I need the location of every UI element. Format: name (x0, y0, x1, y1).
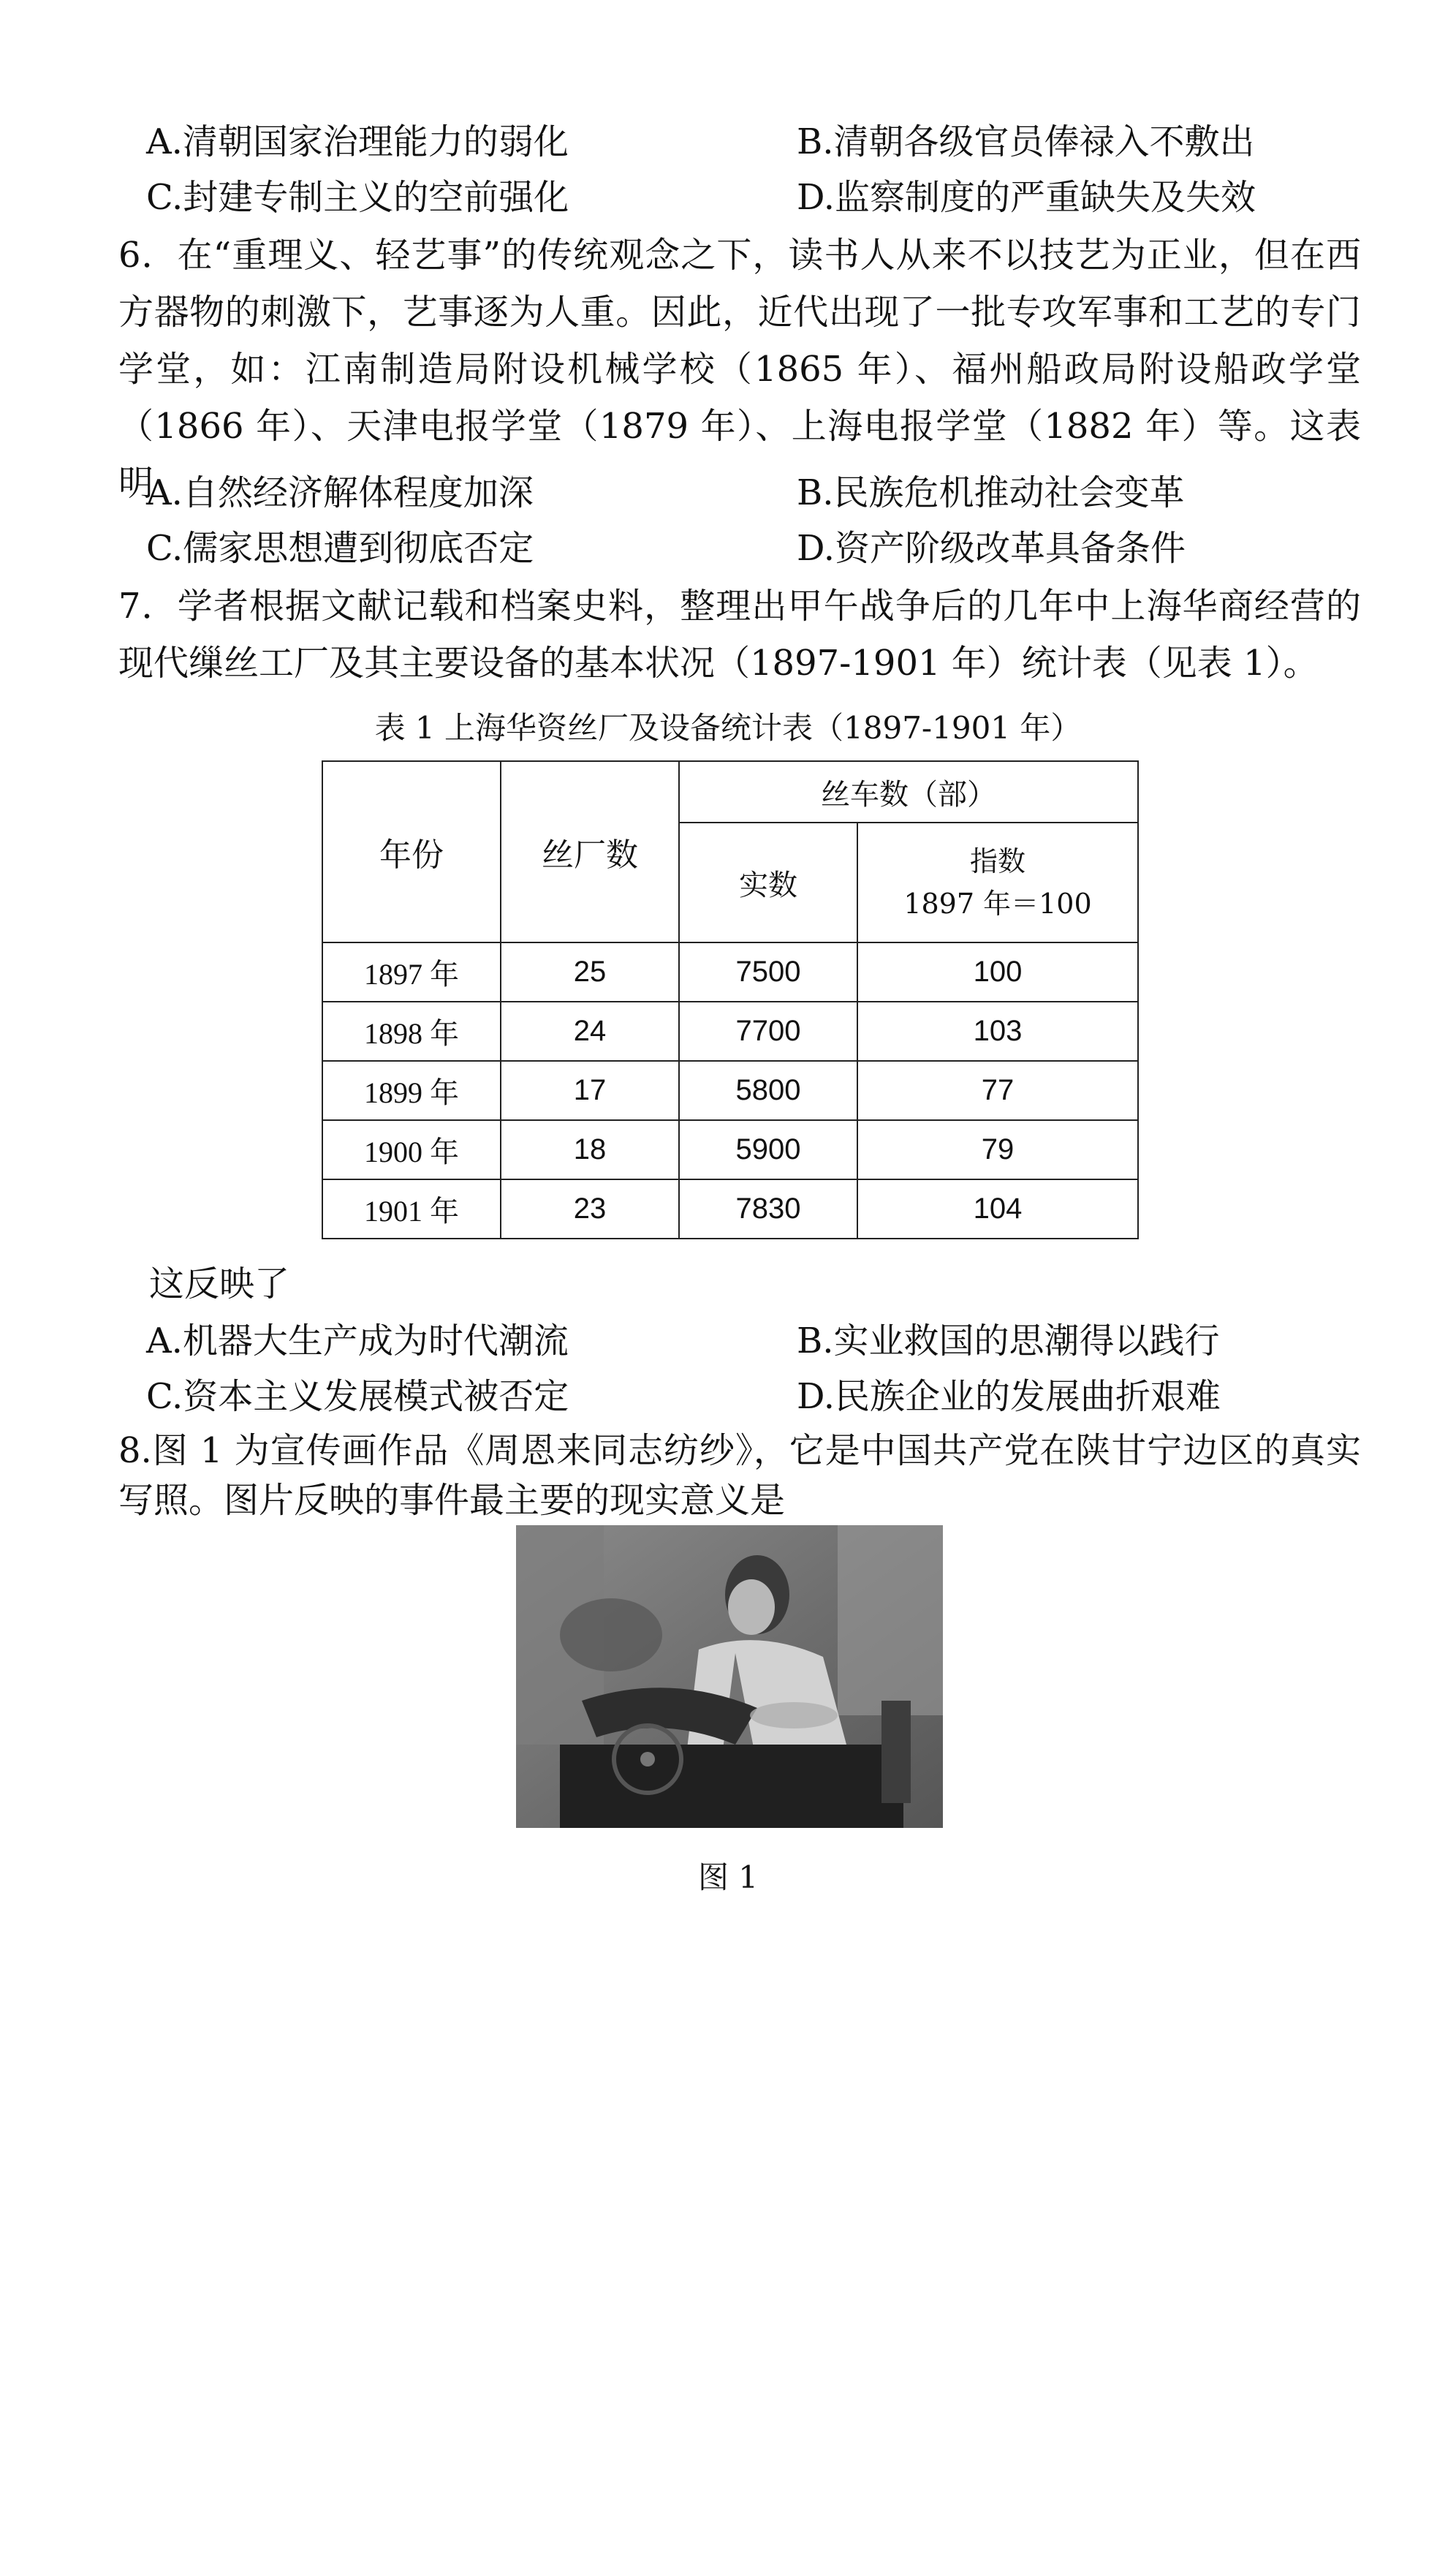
table-row (322, 942, 1138, 1002)
cell-factories: 23 (501, 1179, 679, 1239)
cell-year: 1901 年 (322, 1179, 501, 1239)
cell-actual: 5900 (679, 1120, 857, 1179)
q5-option-d: D.监察制度的严重缺失及失效 (797, 177, 1256, 218)
header-reels-group: 丝车数（部） (679, 761, 1138, 823)
q6-option-b: B.民族危机推动社会变革 (797, 472, 1185, 513)
cell-year: 1897 年 (322, 942, 501, 1002)
q7-option-a: A.机器大生产成为时代潮流 (146, 1320, 569, 1361)
cell-index: 100 (857, 942, 1138, 1002)
cell-factories: 24 (501, 1002, 679, 1061)
cell-year: 1900 年 (322, 1120, 501, 1179)
cell-index: 103 (857, 1002, 1138, 1061)
cell-index: 79 (857, 1120, 1138, 1179)
header-index-label: 指数 (969, 845, 1025, 877)
cell-actual: 7700 (679, 1002, 857, 1061)
cell-factories: 17 (501, 1061, 679, 1120)
q7-option-b: B.实业救国的思潮得以践行 (797, 1320, 1220, 1361)
cell-factories: 25 (501, 942, 679, 1002)
q5-option-a: A.清朝国家治理能力的弱化 (146, 121, 569, 162)
q6-option-d: D.资产阶级改革具备条件 (797, 528, 1186, 569)
q6-stem: 6．在“重理义、轻艺事”的传统观念之下，读书人从来不以技艺为正业，但在西方器物的刺激下，艺事逐为人重。因此，近代出现了一批专攻军事和工艺的专门学堂，如：江南制造局附设机械学校（1865 年）、福州船政局附设船政学堂（1866 年）、天津电报学堂（1879 年）、上海电报学堂（1882 年）等。这表明 (118, 235, 1361, 504)
q8-stem: 8.图 1 为宣传画作品《周恩来同志纺纱》，它是中国共产党在陕甘宁边区的真实写照。图片反映的事件最主要的现实意义是 (118, 1430, 1361, 1521)
cell-actual: 7830 (679, 1179, 857, 1239)
q7-option-d: D.民族企业的发展曲折艰难 (797, 1376, 1221, 1417)
header-index (857, 823, 1138, 942)
cell-index: 77 (857, 1061, 1138, 1120)
table-row (322, 1002, 1138, 1061)
header-index-base: 1897 年＝100 (903, 888, 1092, 920)
table-row (322, 1179, 1138, 1239)
figure-caption: 图 1 (697, 1859, 759, 1895)
q6-option-c: C.儒家思想遭到彻底否定 (146, 528, 534, 569)
cell-factories: 18 (501, 1120, 679, 1179)
q7-after-text: 这反映了 (149, 1263, 290, 1304)
q6-option-a: A.自然经济解体程度加深 (146, 472, 534, 513)
header-factories: 丝厂数 (501, 761, 679, 942)
silk-factory-table (322, 760, 1139, 1239)
table-row (322, 1061, 1138, 1120)
q5-option-c: C.封建专制主义的空前强化 (146, 177, 569, 218)
table-row (322, 1120, 1138, 1179)
header-actual: 实数 (679, 823, 857, 942)
painting-figure-icon (516, 1525, 943, 1828)
header-year: 年份 (322, 761, 501, 942)
q5-option-b: B.清朝各级官员俸禄入不敷出 (797, 121, 1255, 162)
cell-year: 1899 年 (322, 1061, 501, 1120)
q7-stem: 7．学者根据文献记载和档案史料，整理出甲午战争后的几年中上海华商经营的现代缫丝工厂及其主要设备的基本状况（1897-1901 年）统计表（见表 1）。 (118, 586, 1361, 684)
cell-year: 1898 年 (322, 1002, 501, 1061)
cell-actual: 5800 (679, 1061, 857, 1120)
propaganda-painting-image (516, 1525, 943, 1828)
cell-actual: 7500 (679, 942, 857, 1002)
table-caption: 表 1 上海华资丝厂及设备统计表（1897-1901 年） (374, 710, 1082, 746)
cell-index: 104 (857, 1179, 1138, 1239)
q7-option-c: C.资本主义发展模式被否定 (146, 1376, 569, 1417)
